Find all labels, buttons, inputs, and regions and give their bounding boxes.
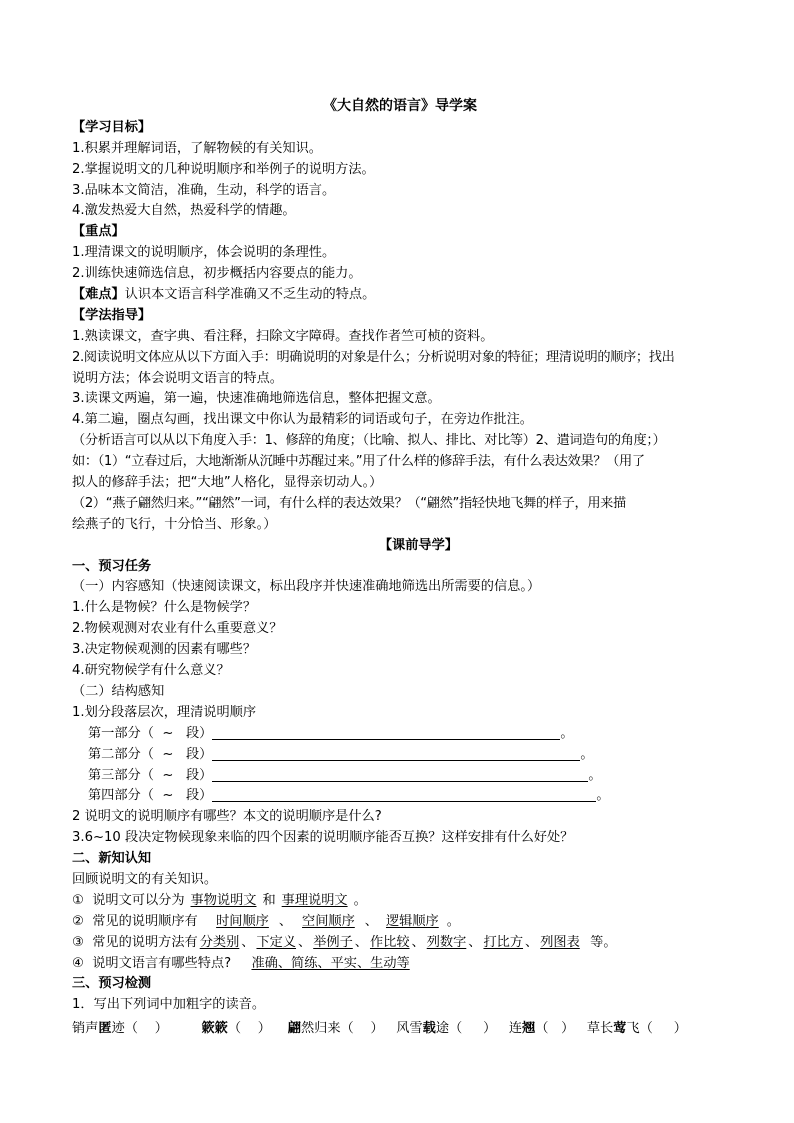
structure-question: 3.6~10 段决定物候现象来临的四个因素的说明顺序能否互换？这样安排有什么好处？ [72,830,574,846]
answer-text: 空间顺序 [302,913,355,929]
keypoint-item: 1.理清课文的说明顺序，体会说明的条理性。 [72,245,336,261]
question-item: 4.研究物候学有什么意义？ [72,663,230,679]
answer-blank[interactable] [212,787,596,802]
answer-text: 逻辑顺序 [385,913,439,929]
keypoint-item: 2.训练快速筛选信息，初步概括内容要点的能力。 [72,266,362,282]
question-item: 2.物候观测对农业有什么重要意义？ [72,621,283,637]
method-line: 1.熟读课文，查字典、看注释，扫除文字障碍。查找作者竺可桢的资料。 [72,328,494,344]
part-row: 第二部分（ ~ 段） 。 [88,746,594,762]
pinyin-word: 草长莺飞（ ） [586,1021,687,1037]
method-line: （2）“燕子翩然归来。”“翩然”一词，有什么样的表达效果？（“翩然”指轻快地飞舞的样子，用来描 [72,495,626,511]
objective-item: 3.品味本文简洁，准确，生动，科学的语言。 [72,182,336,198]
answer-text: 列图表 [540,934,580,950]
structure-intro: 1.划分段落层次，理清说明顺序 [72,704,257,720]
document-title: 《大自然的语言》导学案 [323,98,477,114]
answer-blank[interactable] [212,725,560,740]
preview-check-heading: 三、预习检测 [72,976,152,992]
new-knowledge-heading: 二、新知认知 [72,851,152,867]
part-row: 第三部分（ ~ 段） 。 [88,767,602,783]
objective-item: 4.激发热爱大自然，热爱科学的情趣。 [72,203,296,219]
difficulty-text: 认识本文语言科学准确又不乏生动的特点。 [124,287,376,303]
check-question: 1．写出下列词中加粗字的读音。 [72,997,266,1013]
method-line: 说明方法；体会说明文语言的特点。 [72,370,283,386]
preclass-heading: 【课前导学】 [378,537,458,553]
question-item: 3.决定物候观测的因素有哪些？ [72,642,257,658]
method-line: 如：（1）“立春过后，大地渐渐从沉睡中苏醒过来。”用了什么样的修辞手法，有什么表达效果？（用了 [72,454,645,470]
document-page [72,96,728,1040]
pinyin-word-row [72,1019,728,1040]
knowledge-line-types: ① 说明文可以分为 事物说明文 和 事理说明文 。 [72,892,367,908]
pinyin-word: 风雪载途（ ） [396,1021,497,1037]
section-preview-tasks: 一、预习任务 [72,558,152,574]
answer-text: 分类别 [199,934,240,950]
question-item: 1.什么是物候？什么是物候学？ [72,600,257,616]
part-row: 第四部分（ ~ 段） 。 [88,788,610,804]
pinyin-word: 连翘（ ） [508,1021,575,1037]
structure-question: 2 说明文的说明顺序有哪些？本文的说明顺序是什么? [72,809,382,825]
content-perception-title: （一）内容感知（快速阅读课文，标出段序并快速准确地筛选出所需要的信息。） [72,579,541,595]
answer-text: 作比较 [369,934,410,950]
answer-text: 时间顺序 [216,913,269,929]
pinyin-word: 翩然归来（ ） [287,1021,384,1037]
answer-blank[interactable] [212,767,588,782]
structure-perception-title: （二）结构感知 [72,683,165,699]
difficulty-heading: 【难点】 [72,287,125,303]
pinyin-word: 销声匿迹（ ） [72,1021,168,1037]
method-line: 4.第二遍，圈点勾画，找出课文中你认为最精彩的词语或句子，在旁边作批注。 [72,412,533,428]
part-row: 第一部分（ ~ 段） 。 [88,725,574,741]
objectives-heading: 【学习目标】 [72,119,152,135]
objective-item: 1.积累并理解词语，了解物候的有关知识。 [72,140,322,156]
answer-blank[interactable] [212,746,580,761]
answer-text: 举例子 [313,934,353,950]
method-line: （分析语言可以从以下角度入手：1、修辞的角度；（比喻、拟人、排比、对比等）2、遣词造句的角度；） [72,433,666,449]
answer-text: 事物说明文 [190,892,257,908]
answer-text: 打比方 [483,934,524,950]
objective-item: 2.掌握说明文的几种说明顺序和举例子的说明方法。 [72,161,375,177]
answer-text: 列数字 [426,934,467,950]
keypoints-heading: 【重点】 [72,224,125,240]
answer-text: 事理说明文 [281,892,348,908]
method-line: 2.阅读说明文体应从以下方面入手：明确说明的对象是什么；分析说明对象的特征；理清说明的顺序；找出 [72,349,675,365]
knowledge-line-orders: ② 常见的说明顺序有 时间顺序 、 空间顺序 、 逻辑顺序 。 [72,913,460,929]
pinyin-word: 簌簌（ ） [201,1021,271,1037]
answer-text: 准确、简练、平实、生动等 [251,955,410,971]
method-heading: 【学法指导】 [72,307,152,323]
knowledge-line-language: ④ 说明文语言有哪些特点? 准确、简练、平实、生动等 [72,955,410,971]
method-line: 拟人的修辞手法；把“大地”人格化，显得亲切动人。） [72,475,383,491]
method-line: 绘燕子的飞行，十分恰当、形象。） [72,516,277,532]
knowledge-line-methods: ③ 常见的说明方法有 分类别 、 下定义 、 举例子 、 作比较 、 列数字 、 打比方 、 列图表 等。 [72,934,617,950]
answer-text: 下定义 [256,934,297,950]
new-knowledge-intro: 回顾说明文的有关知识。 [72,871,218,887]
method-line: 3.读课文两遍，第一遍，快速准确地筛选信息，整体把握文意。 [72,391,441,407]
difficulty-line [72,285,728,306]
